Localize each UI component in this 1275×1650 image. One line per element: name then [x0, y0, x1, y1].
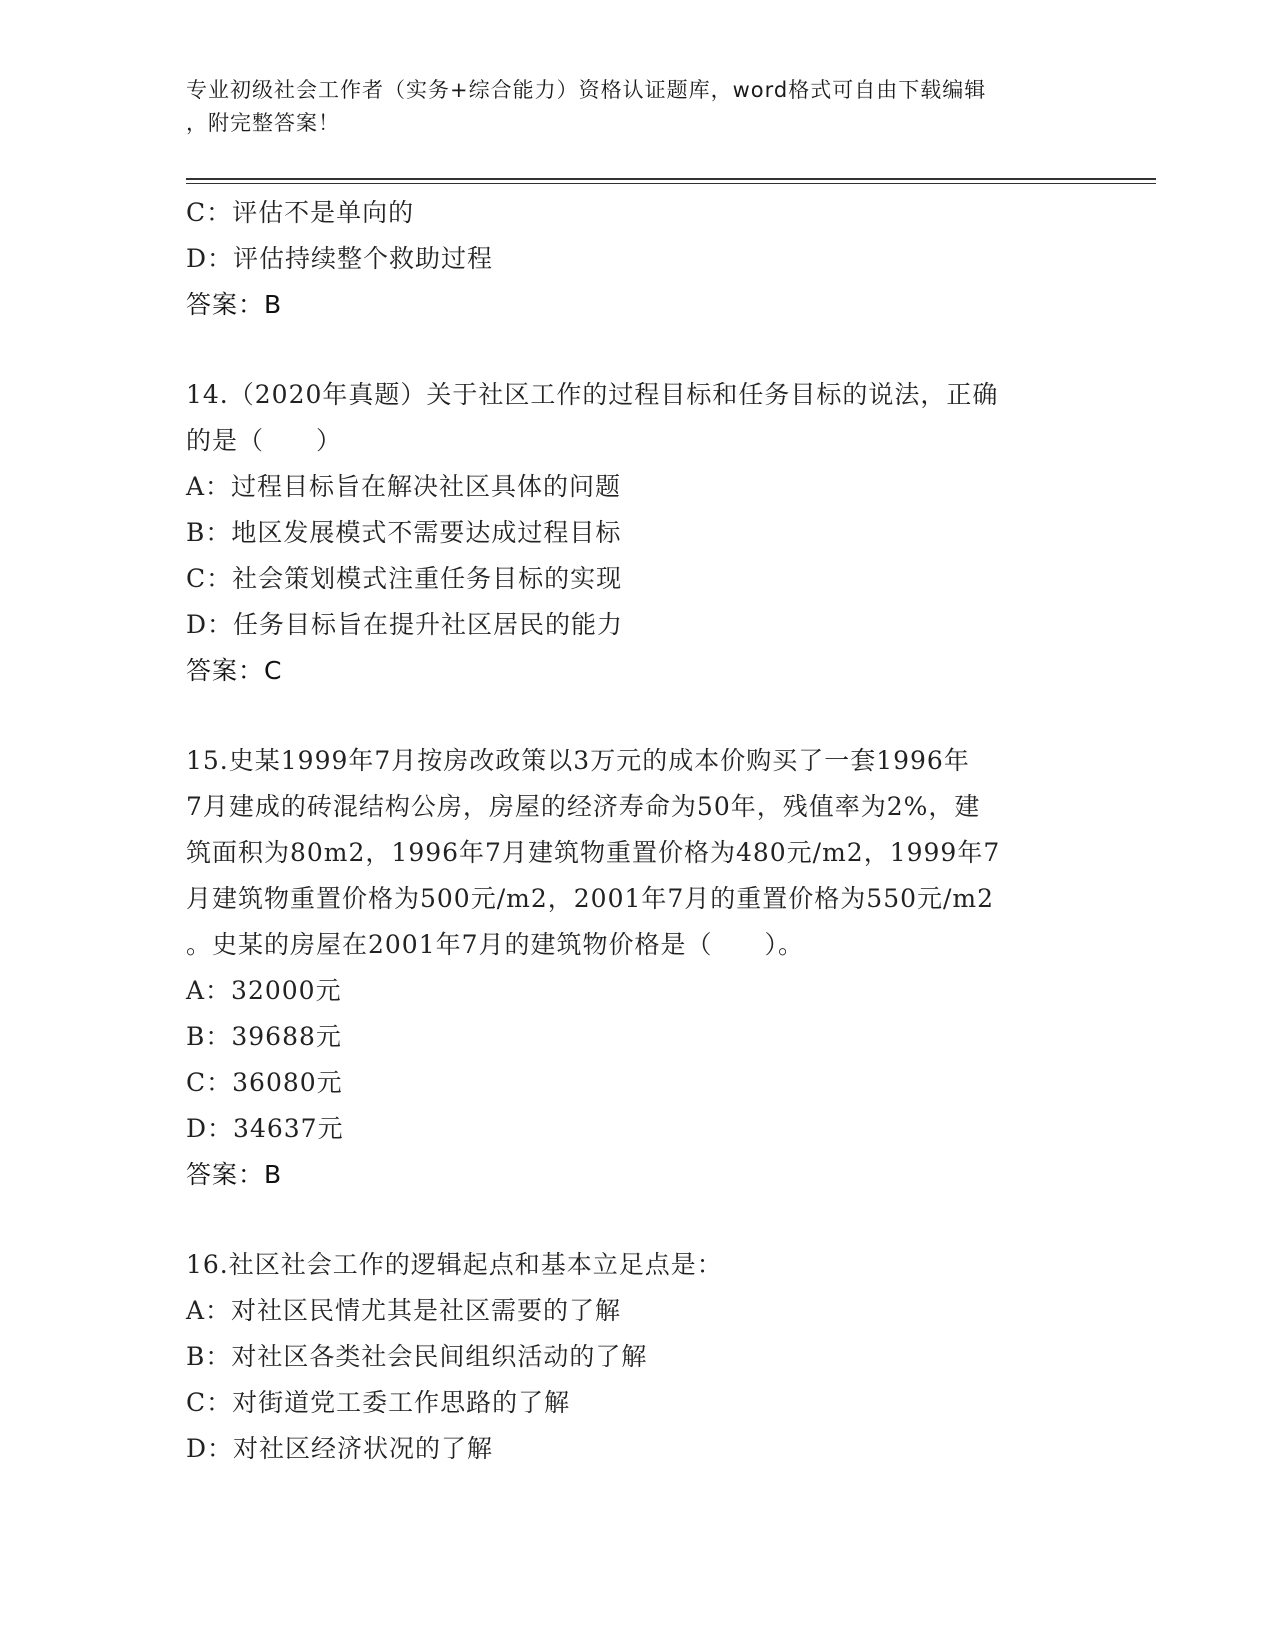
answer: 答案：B — [186, 290, 283, 319]
question-15 — [186, 738, 1086, 1198]
option-b: B：地区发展模式不需要达成过程目标 — [186, 518, 622, 547]
question-stem: 。史某的房屋在2001年7月的建筑物价格是（ ）。 — [186, 930, 805, 959]
header-rule-thick — [186, 178, 1156, 180]
option-a: A：对社区民情尤其是社区需要的了解 — [186, 1296, 622, 1325]
header-line-1: 专业初级社会工作者（实务+综合能力）资格认证题库，word格式可自由下载编辑 — [186, 78, 987, 102]
document-header — [186, 74, 1076, 140]
question-stem: 16.社区社会工作的逻辑起点和基本立足点是： — [186, 1250, 723, 1279]
question-stem: 的是（ ） — [186, 426, 343, 455]
option-b: B：对社区各类社会民间组织活动的了解 — [186, 1342, 648, 1371]
question-stem: 14.（2020年真题）关于社区工作的过程目标和任务目标的说法，正确 — [186, 380, 999, 409]
question-stem: 15.史某1999年7月按房改政策以3万元的成本价购买了一套1996年 — [186, 746, 970, 775]
option-c: C：对街道党工委工作思路的了解 — [186, 1388, 571, 1417]
option-d: D：对社区经济状况的了解 — [186, 1434, 494, 1463]
question-stem: 筑面积为80m2，1996年7月建筑物重置价格为480元/m2，1999年7 — [186, 838, 1001, 867]
option-d: D：34637元 — [186, 1114, 344, 1143]
option-d: D：任务目标旨在提升社区居民的能力 — [186, 610, 624, 639]
answer: 答案：C — [186, 656, 283, 685]
header-line-2: ，附完整答案！ — [186, 111, 340, 135]
document-body — [186, 190, 1086, 1472]
question-13-tail — [186, 190, 1086, 328]
header-rule-thin — [186, 183, 1156, 184]
option-d: D：评估持续整个救助过程 — [186, 244, 494, 273]
option-a: A：过程目标旨在解决社区具体的问题 — [186, 472, 622, 501]
answer: 答案：B — [186, 1160, 283, 1189]
option-a: A：32000元 — [186, 976, 342, 1005]
question-16 — [186, 1242, 1086, 1472]
question-stem: 7月建成的砖混结构公房，房屋的经济寿命为50年，残值率为2%，建 — [186, 792, 981, 821]
question-stem: 月建筑物重置价格为500元/m2，2001年7月的重置价格为550元/m2 — [186, 884, 995, 913]
option-c: C：评估不是单向的 — [186, 198, 415, 227]
option-b: B：39688元 — [186, 1022, 342, 1051]
question-14 — [186, 372, 1086, 694]
option-c: C：社会策划模式注重任务目标的实现 — [186, 564, 623, 593]
option-c: C：36080元 — [186, 1068, 343, 1097]
